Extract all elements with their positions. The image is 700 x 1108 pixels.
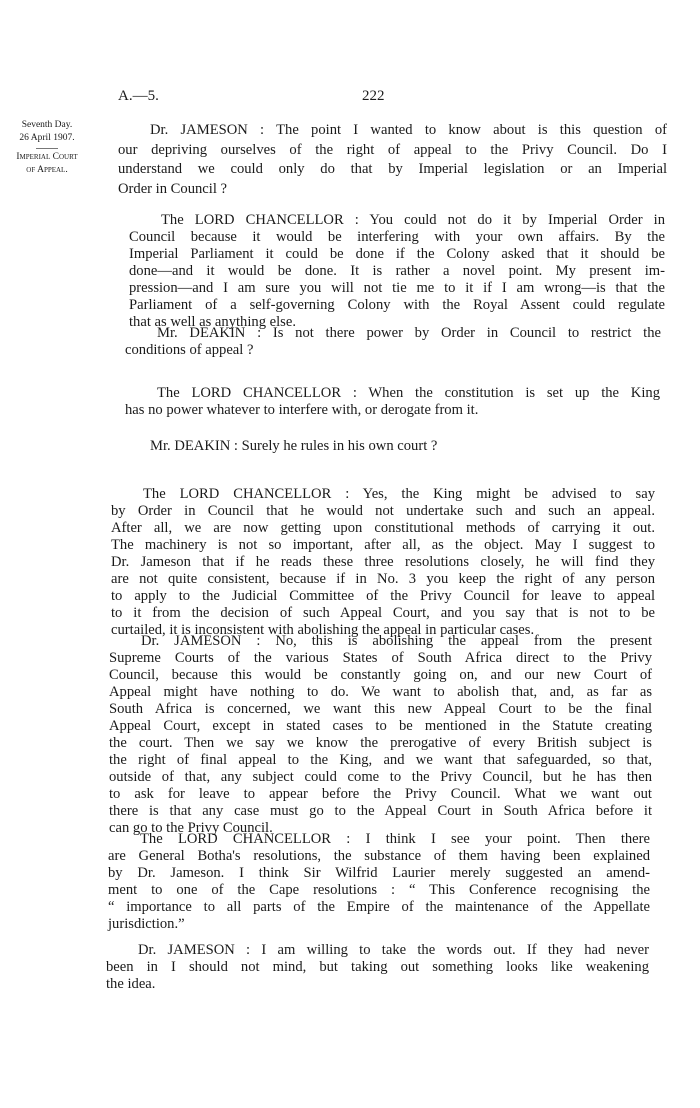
text-line: Imperial Parliament it could be done if the Colony asked that it should be [129, 246, 665, 262]
text-line: The LORD CHANCELLOR : You could not do it by Imperial Order in [161, 212, 665, 228]
margin-note [8, 119, 86, 177]
text-line: Parliament of a self-governing Colony with the Royal Assent could regulate [129, 297, 665, 313]
text-line: done—and it would be done. It is rather a novel point. My present im- [129, 263, 665, 279]
speech-deakin [118, 438, 658, 455]
margin-note-date: 26 April 1907. [19, 133, 75, 143]
text-line: After all, we are now getting upon constitutional methods of carrying it out. [111, 520, 655, 536]
text-line: our depriving ourselves of the right of appeal to the Privy Council. Do I [118, 141, 667, 158]
margin-note-topic-cont: of Appeal. [26, 165, 68, 175]
text-line: outside of that, any subject could come to the Privy Council, but he has then [109, 769, 652, 785]
margin-note-divider [36, 148, 58, 149]
speech-lord-chancellor [129, 212, 665, 331]
text-line: Supreme Courts of the various States of South Africa direct to the Privy [109, 650, 652, 666]
text-line: Appeal might have nothing to do. We want to abolish that, and, as far as [109, 684, 652, 700]
speech-jameson [118, 121, 667, 199]
text-line: Dr. JAMESON : No, this is abolishing the appeal from the present [141, 633, 652, 649]
text-line: Council because it would be interfering with your own affairs. By the [129, 229, 665, 245]
text-line: by Order in Council that he would not undertake such and such an appeal. [111, 503, 655, 519]
text-line: Appeal Court, except in stated cases to be mentioned in the Statute creating [109, 718, 652, 734]
text-line: Council, because this would be constantly going on, and our new Court of [109, 667, 652, 683]
text-line: to ask for leave to appear before the Privy Council. What we want out [109, 786, 652, 802]
text-line: can go to the Privy Council. [109, 820, 273, 836]
speech-jameson [109, 633, 652, 837]
text-line: jurisdiction.” [108, 916, 185, 932]
text-line: South Africa is concerned, we want this new Appeal Court to be the final [109, 701, 652, 717]
page-number: 222 [362, 88, 385, 104]
speech-lord-chancellor [108, 831, 650, 933]
speech-jameson [106, 942, 649, 993]
text-line: there is that any case must go to the Appeal Court in South Africa before it [109, 803, 652, 819]
text-line: by Dr. Jameson. I think Sir Wilfrid Laurier merely suggested an amend- [108, 865, 650, 881]
text-line: Mr. DEAKIN : Is not there power by Order in Council to restrict the [157, 325, 661, 341]
text-line: that as well as anything else. [129, 314, 296, 330]
text-line: the right of final appeal to the King, and we want that safeguarded, so that, [109, 752, 652, 768]
text-line: The LORD CHANCELLOR : Yes, the King might be advised to say [143, 486, 655, 502]
text-line: curtailed, it is inconsistent with abolishing the appeal in particular cases. [111, 622, 535, 638]
text-line: Dr. JAMESON : I am willing to take the words out. If they had never [138, 942, 649, 958]
text-line: Mr. DEAKIN : Surely he rules in his own court ? [150, 438, 438, 454]
text-line: The LORD CHANCELLOR : When the constitution is set up the King [157, 385, 660, 401]
margin-note-day: Seventh Day. [21, 120, 73, 130]
text-line: to it from the decision of such Appeal Court, and you say that is not to be [111, 605, 655, 621]
text-line: to apply to the Judicial Committee of the Privy Council for leave to appeal [111, 588, 655, 604]
text-line: Dr. JAMESON : The point I wanted to know about is this question of [150, 122, 667, 138]
text-line: has no power whatever to interfere with, or derogate from it. [125, 402, 479, 418]
text-line: Order in Council ? [118, 180, 228, 197]
text-line: Dr. Jameson that if he reads these three resolutions closely, he will find they [111, 554, 655, 570]
speech-lord-chancellor [111, 486, 655, 639]
text-line: The machinery is not so important, after all, as the object. May I suggest to [111, 537, 655, 553]
speech-lord-chancellor [125, 385, 660, 419]
margin-note-topic: Imperial Court [16, 152, 78, 162]
text-line: are General Botha's resolutions, the substance of them having been explained [108, 848, 650, 864]
text-line: ment to one of the Cape resolutions : “ This Conference recognising the [108, 882, 650, 898]
text-line: are not quite consistent, because if in No. 3 you keep the right of any person [111, 571, 655, 587]
text-line: pression—and I am sure you will not tie me to it if I am wrong—is that the [129, 280, 665, 296]
speech-deakin [125, 325, 661, 359]
text-line: The LORD CHANCELLOR : I think I see your point. Then there [140, 831, 650, 847]
text-line: conditions of appeal ? [125, 342, 254, 358]
text-line: the court. Then we say we know the prerogative of every British subject is [109, 735, 652, 751]
text-line: been in I should not mind, but taking out something looks like weakening [106, 959, 649, 975]
text-line: understand we could only do that by Imperial legislation or an Imperial [118, 161, 667, 177]
text-line: the idea. [106, 976, 156, 992]
section-reference: A.—5. [118, 88, 159, 104]
text-line: “ importance to all parts of the Empire of the maintenance of the Appellate [108, 899, 650, 915]
